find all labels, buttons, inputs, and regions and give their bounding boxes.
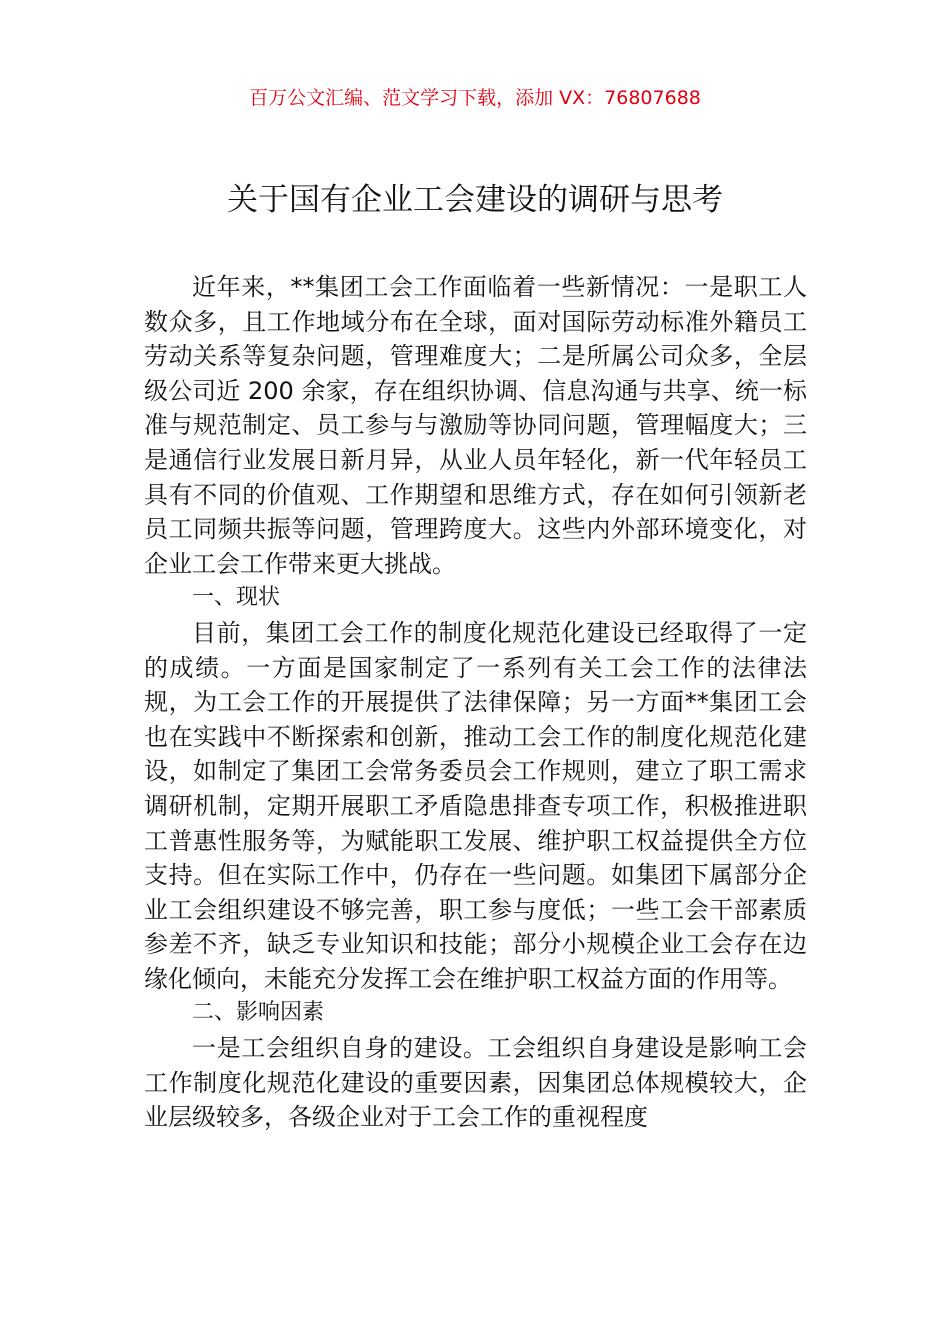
document-body: [144, 270, 807, 1135]
document-title: 关于国有企业工会建设的调研与思考: [227, 182, 723, 218]
section-paragraph-status: 目前，集团工会工作的制度化规范化建设已经取得了一定的成绩。一方面是国家制定了一系列有关工会工作的法律法规，为工会工作的开展提供了法律保障；另一方面**集团工会也在实践中不断探索和创新，推动工会工作的制度化规范化建设，如制定了集团工会常务委员会工作规则，建立了职工需求调研机制，定期开展职工矛盾隐患排查专项工作，积极推进职工普惠性服务等，为赋能职工发展、维护职工权益提供全方位支持。但在实际工作中，仍存在一些问题。如集团下属部分企业工会组织建设不够完善，职工参与度低；一些工会干部素质参差不齐，缺乏专业知识和技能；部分小规模企业工会存在边缘化倾向，未能充分发挥工会在维护职工权益方面的作用等。: [144, 618, 807, 993]
intro-paragraph: 近年来，**集团工会工作面临着一些新情况：一是职工人数众多，且工作地域分布在全球，面对国际劳动标准外籍员工劳动关系等复杂问题，管理难度大；二是所属公司众多，全层级公司近 200 余家，存在组织协调、信息沟通与共享、统一标准与规范制定、员工参与与激励等协同问题，管理幅度大；三是通信行业发展日新月异，从业人员年轻化，新一代年轻员工具有不同的价值观、工作期望和思维方式，存在如何引领新老员工同频共振等问题，管理跨度大。这些内外部环境变化，对企业工会工作带来更大挑战。: [144, 273, 807, 578]
header-note: 百万公文汇编、范文学习下载，添加 VX：76807688: [249, 87, 701, 109]
section-paragraph-factors: 一是工会组织自身的建设。工会组织自身建设是影响工会工作制度化规范化建设的重要因素，因集团总体规模较大，企业层级较多，各级企业对于工会工作的重视程度: [144, 1034, 807, 1132]
section-heading-status: 一、现状: [192, 585, 281, 611]
section-heading-factors: 二、影响因素: [192, 1000, 325, 1026]
